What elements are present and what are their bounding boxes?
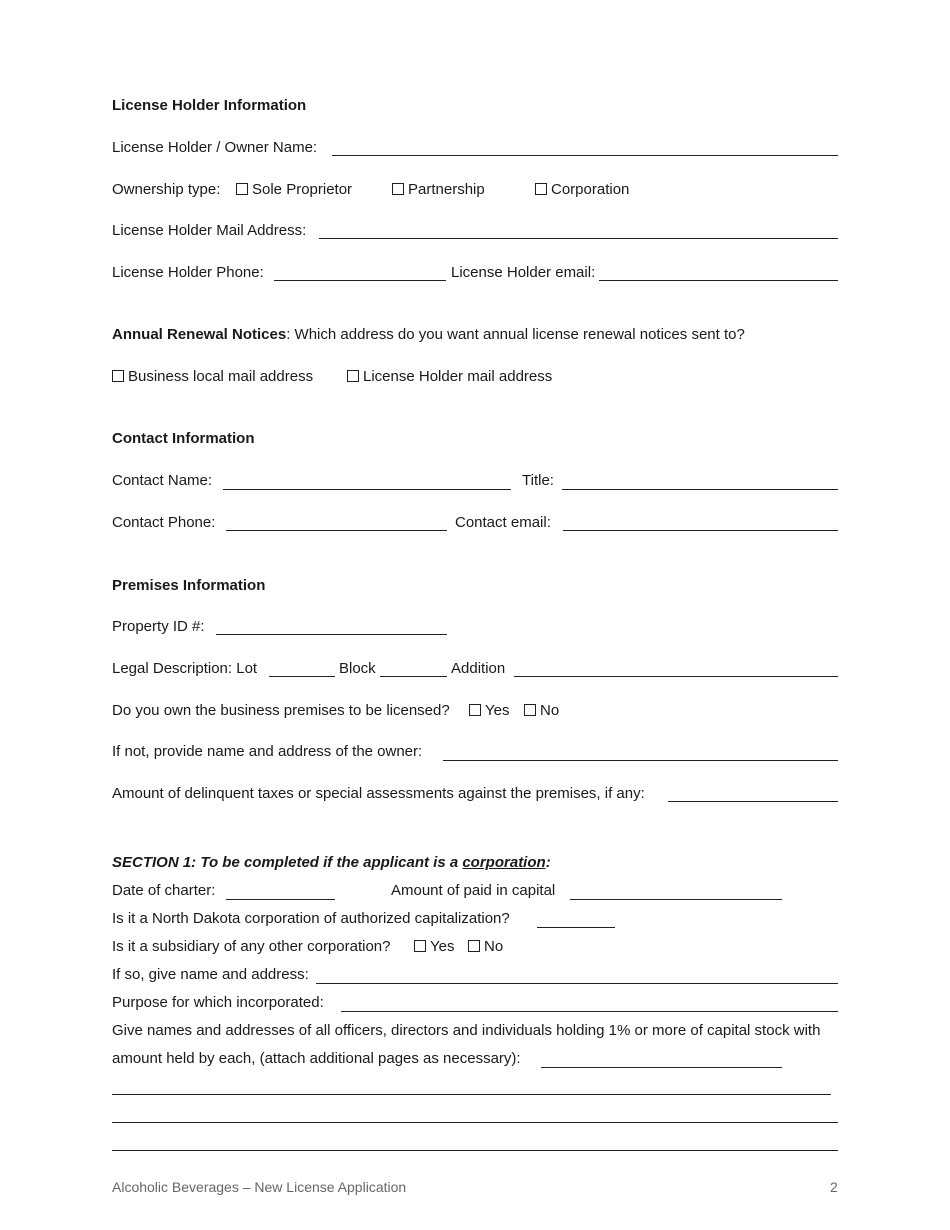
yes-label: Yes — [430, 938, 455, 955]
ownership-option-corporation[interactable] — [535, 181, 629, 199]
legal-description-label: Legal Description: Lot — [112, 660, 258, 677]
checkbox-icon[interactable] — [236, 183, 248, 195]
checkbox-icon[interactable] — [535, 183, 547, 195]
ownership-option-label: Sole Proprietor — [252, 181, 353, 198]
ownership-option-partnership[interactable] — [392, 181, 485, 199]
block-field[interactable] — [380, 676, 447, 677]
subsidiary-no[interactable] — [468, 938, 503, 956]
renewal-option-business[interactable] — [112, 368, 313, 386]
officers-extra-line-2[interactable] — [112, 1122, 838, 1123]
contact-title-field[interactable] — [562, 489, 838, 490]
yes-label: Yes — [485, 702, 510, 719]
subsidiary-yes[interactable] — [414, 938, 454, 956]
officers-extra-line-1[interactable] — [112, 1094, 831, 1095]
contact-heading: Contact Information — [112, 430, 255, 447]
contact-phone-label: Contact Phone: — [112, 514, 216, 531]
premises-heading: Premises Information — [112, 577, 266, 594]
contact-name-label: Contact Name: — [112, 472, 213, 489]
page-number: 2 — [830, 1179, 838, 1195]
charter-date-field[interactable] — [226, 899, 335, 900]
renewal-question-text: : Which address do you want annual license renewal notices sent to? — [286, 326, 745, 343]
checkbox-icon[interactable] — [392, 183, 404, 195]
property-id-field[interactable] — [216, 634, 447, 635]
section1-heading-suffix: : — [545, 854, 551, 871]
section1-heading-prefix: SECTION 1: To be completed if the applicant is a — [112, 854, 463, 871]
section1-heading-word: corporation — [462, 854, 546, 871]
own-premises-yes[interactable] — [469, 702, 509, 720]
mail-address-label: License Holder Mail Address: — [112, 222, 307, 239]
owner-name-label: License Holder / Owner Name: — [112, 139, 318, 156]
block-label: Block — [339, 660, 376, 677]
addition-field[interactable] — [514, 676, 838, 677]
license-holder-heading: License Holder Information — [112, 97, 307, 114]
section1-heading — [112, 854, 551, 872]
checkbox-icon[interactable] — [469, 704, 481, 716]
holder-phone-label: License Holder Phone: — [112, 264, 264, 281]
no-label: No — [484, 938, 504, 955]
owner-name-field[interactable] — [332, 155, 838, 156]
delinquent-taxes-field[interactable] — [668, 801, 838, 802]
mail-address-field[interactable] — [319, 238, 838, 239]
subsidiary-question: Is it a subsidiary of any other corporation? — [112, 938, 391, 955]
property-id-label: Property ID #: — [112, 618, 205, 635]
nd-corporation-field[interactable] — [537, 927, 615, 928]
checkbox-icon[interactable] — [468, 940, 480, 952]
checkbox-icon[interactable] — [414, 940, 426, 952]
no-label: No — [540, 702, 560, 719]
officers-field[interactable] — [541, 1067, 782, 1068]
contact-phone-field[interactable] — [226, 530, 447, 531]
renewal-option-label: License Holder mail address — [363, 368, 553, 385]
parent-name-address-label: If so, give name and address: — [112, 966, 309, 983]
renewal-heading: Annual Renewal Notices — [112, 326, 287, 343]
officers-extra-line-3[interactable] — [112, 1150, 838, 1151]
premises-owner-field[interactable] — [443, 760, 838, 761]
incorporation-purpose-field[interactable] — [341, 1011, 838, 1012]
checkbox-icon[interactable] — [347, 370, 359, 382]
addition-label: Addition — [451, 660, 506, 677]
contact-email-field[interactable] — [563, 530, 838, 531]
contact-email-label: Contact email: — [455, 514, 551, 531]
contact-name-field[interactable] — [223, 489, 511, 490]
own-premises-no[interactable] — [524, 702, 559, 720]
paid-capital-field[interactable] — [570, 899, 782, 900]
nd-corporation-label: Is it a North Dakota corporation of authorized capitalization? — [112, 910, 510, 927]
holder-email-field[interactable] — [599, 280, 838, 281]
renewal-option-label: Business local mail address — [128, 368, 314, 385]
ownership-option-sole[interactable] — [236, 181, 352, 199]
holder-phone-field[interactable] — [274, 280, 446, 281]
officers-instructions-line2: amount held by each, (attach additional pages as necessary): — [112, 1050, 521, 1067]
footer-title: Alcoholic Beverages – New License Application — [112, 1179, 407, 1195]
charter-date-label: Date of charter: — [112, 882, 216, 899]
ownership-option-label: Corporation — [551, 181, 630, 198]
officers-instructions-line1: Give names and addresses of all officers, directors and individuals holding 1% or more of capital stock with — [112, 1022, 821, 1039]
paid-capital-label: Amount of paid in capital — [391, 882, 556, 899]
incorporation-purpose-label: Purpose for which incorporated: — [112, 994, 324, 1011]
checkbox-icon[interactable] — [524, 704, 536, 716]
lot-field[interactable] — [269, 676, 335, 677]
holder-email-label: License Holder email: — [451, 264, 596, 281]
contact-title-label: Title: — [522, 472, 554, 489]
renewal-notices-question — [112, 326, 745, 344]
premises-owner-label: If not, provide name and address of the owner: — [112, 743, 423, 760]
delinquent-taxes-label: Amount of delinquent taxes or special assessments against the premises, if any: — [112, 785, 645, 802]
ownership-type-label: Ownership type: — [112, 181, 221, 198]
parent-name-address-field[interactable] — [316, 983, 838, 984]
ownership-option-label: Partnership — [408, 181, 485, 198]
own-premises-question: Do you own the business premises to be licensed? — [112, 702, 450, 719]
renewal-option-holder[interactable] — [347, 368, 552, 386]
checkbox-icon[interactable] — [112, 370, 124, 382]
